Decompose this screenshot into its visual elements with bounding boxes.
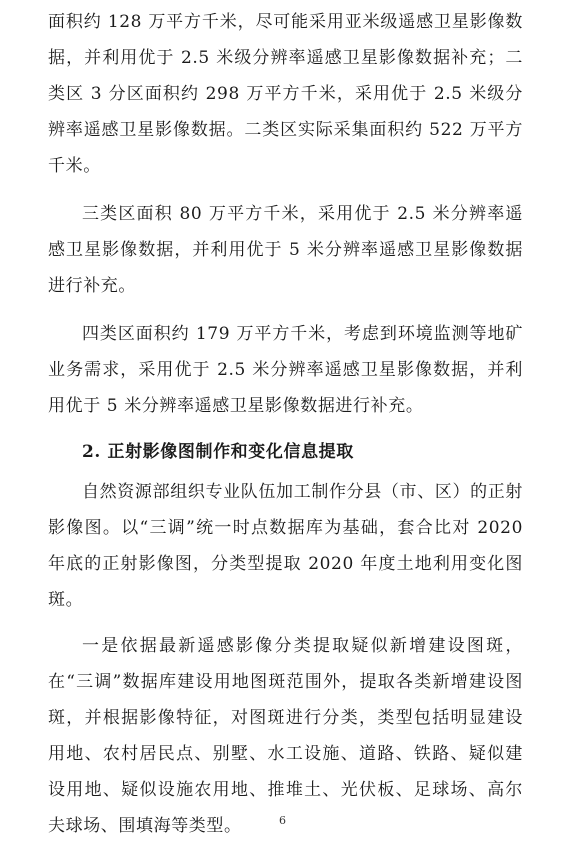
paragraph-orthophoto-production: 自然资源部组织专业队伍加工制作分县（市、区）的正射影像图。以“三调”统一时点数据库为基础，套合比对 2020 年底的正射影像图，分类型提取 2020 年度土地利用变化图斑。 xyxy=(48,482,523,610)
document-page xyxy=(48,0,523,844)
paragraph-category-four: 四类区面积约 179 万平方千米，考虑到环境监测等地矿业务需求，采用优于 2.5 米分辨率遥感卫星影像数据，并利用优于 5 米分辨率遥感卫星影像数据进行补充。 xyxy=(48,324,523,416)
paragraph-category-two-area: 面积约 128 万平方千米，尽可能采用亚米级遥感卫星影像数据，并利用优于 2.5 米级分辨率遥感卫星影像数据补充；二类区 3 分区面积约 298 万平方千米，采用优于 2.5 米级分辨率遥感卫星影像数据。二类区实际采集面积约 522 万平方千米。 xyxy=(48,12,523,176)
section-heading: 2. 正射影像图制作和变化信息提取 xyxy=(82,442,354,462)
page-number: 6 xyxy=(279,814,286,827)
paragraph-change-extraction: 一是依据最新遥感影像分类提取疑似新增建设图斑，在“三调”数据库建设用地图斑范围外，提取各类新增建设图斑，并根据影像特征，对图斑进行分类，类型包括明显建设用地、农村居民点、别墅、水工设施、道路、铁路、疑似建设用地、疑似设施农用地、推堆土、光伏板、足球场、高尔夫球场、围填海等类型。 xyxy=(48,636,523,836)
paragraph-category-three: 三类区面积 80 万平方千米，采用优于 2.5 米分辨率遥感卫星影像数据，并利用优于 5 米分辨率遥感卫星影像数据进行补充。 xyxy=(48,204,523,296)
